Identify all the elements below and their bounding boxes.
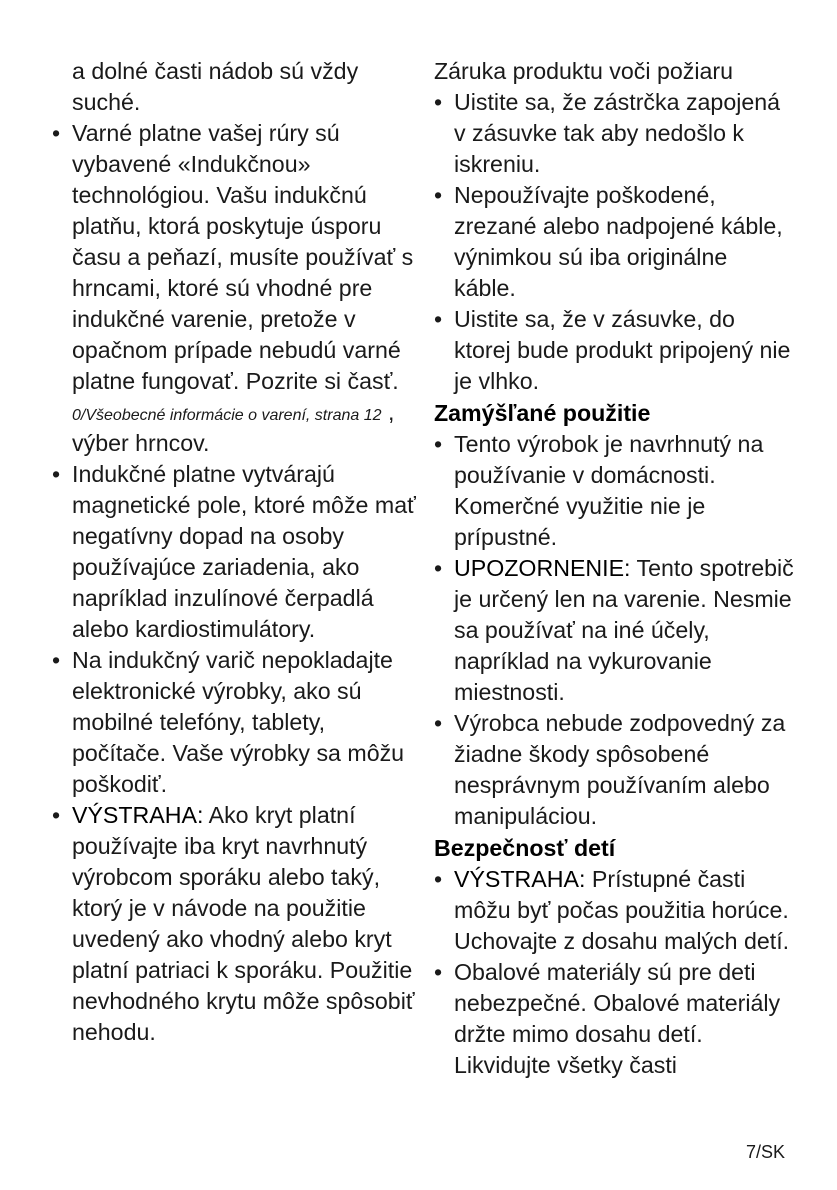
list-item: • Na indukčný varič nepokladajte elektronické výrobky, ako sú mobilné telefóny, tablety, počítače. Vaše výrobky sa môžu poškodiť. bbox=[52, 645, 422, 800]
list-item: • Výrobca nebude zodpovedný za žiadne škody spôsobené nesprávnym používaním alebo manipuláciou. bbox=[434, 708, 794, 832]
list-item: • Obalové materiály sú pre deti nebezpečné. Obalové materiály držte mimo dosahu detí. Likvidujte všetky časti bbox=[434, 957, 794, 1081]
list-item: • Nepoužívajte poškodené, zrezané alebo nadpojené káble, výnimkou sú iba originálne káble. bbox=[434, 180, 794, 304]
list-item bbox=[434, 553, 794, 708]
list-item bbox=[52, 118, 422, 459]
fire-safety-list bbox=[434, 87, 794, 397]
left-bullet-list bbox=[52, 118, 422, 1048]
list-item bbox=[434, 864, 794, 957]
child-safety-list bbox=[434, 864, 794, 1081]
bullet-text: Varné platne vašej rúry sú vybavené «Indukčnou» technológiou. Vašu indukčnú platňu, ktorá poskytuje úsporu času a peňazí, musíte používať s hrncami, ktoré sú vhodné pre indukčné varenie, pretože v opačnom prípade nebudú varné platne fungovať. Pozrite si časť. bbox=[72, 120, 414, 394]
section-intro: Záruka produktu voči požiaru bbox=[434, 58, 734, 84]
warning-label: VÝSTRAHA: bbox=[72, 802, 204, 828]
intended-use-list bbox=[434, 429, 794, 832]
cross-reference: 0/Všeobecné informácie o varení, strana 12 bbox=[72, 407, 382, 424]
continuation-text: a dolné časti nádob sú vždy suché. bbox=[72, 58, 359, 115]
section-heading-child-safety: Bezpečnosť detí bbox=[434, 835, 616, 861]
list-item bbox=[52, 800, 422, 1048]
list-item: • Uistite sa, že v zásuvke, do ktorej bude produkt pripojený nie je vlhko. bbox=[434, 304, 794, 397]
bullet-text: Prístupné časti môžu byť počas použitia horúce. Uchovajte z dosahu malých detí. bbox=[454, 866, 790, 954]
list-item: • Tento výrobok je navrhnutý na používanie v domácnosti. Komerčné využitie nie je prípustné. bbox=[434, 429, 794, 553]
warning-label: VÝSTRAHA: bbox=[454, 866, 586, 892]
bullet-text: Tento spotrebič je určený len na varenie. Nesmie sa používať na iné účely, napríklad na vykurovanie miestnosti. bbox=[454, 555, 794, 705]
section-heading-intended-use: Zamýšľané použitie bbox=[434, 400, 651, 426]
bullet-text: Ako kryt platní používajte iba kryt navrhnutý výrobcom sporáku alebo taký, ktorý je v návode na použitie uvedený ako vhodný alebo kryt platní patriaci k sporáku. Použitie nevhodného krytu môže spôsobiť nehodu. bbox=[72, 802, 415, 1045]
left-column bbox=[52, 56, 422, 1048]
list-item: • Indukčné platne vytvárajú magnetické pole, ktoré môže mať negatívny dopad na osoby používajúce zariadenia, ako napríklad inzulínové čerpadlá alebo kardiostimulátory. bbox=[52, 459, 422, 645]
list-item: • Uistite sa, že zástrčka zapojená v zásuvke tak aby nedošlo k iskreniu. bbox=[434, 87, 794, 180]
page-number: 7/SK bbox=[745, 1142, 785, 1162]
right-column bbox=[434, 56, 794, 1081]
caution-label: UPOZORNENIE: bbox=[454, 555, 631, 581]
bullet-text-tail: , výber hrncov. bbox=[72, 399, 395, 456]
